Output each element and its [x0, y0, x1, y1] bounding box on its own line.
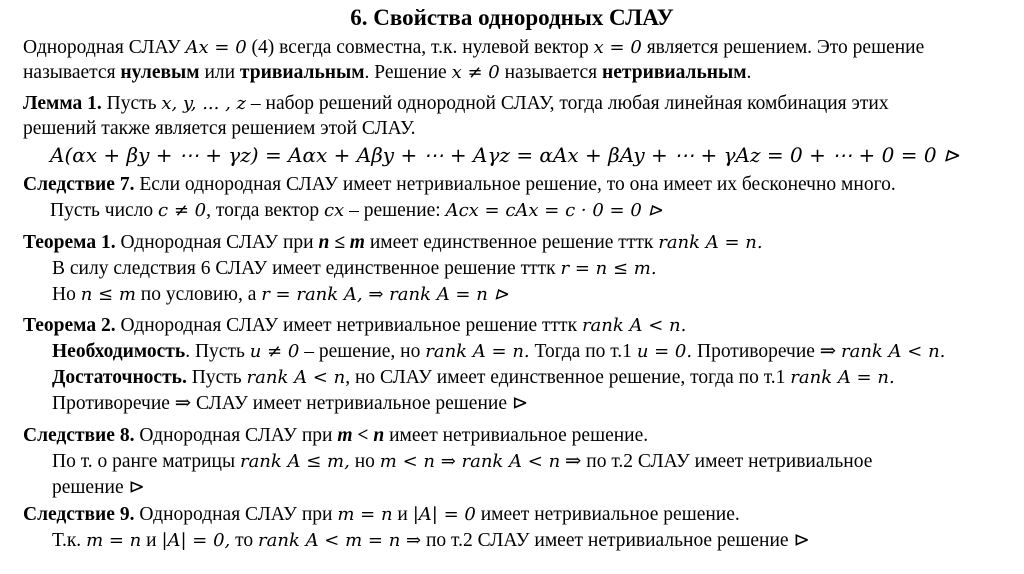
text: то: [230, 530, 259, 551]
formula: n ≤ m: [318, 232, 365, 253]
text: Однородная СЛАУ при: [134, 425, 338, 446]
text: и: [141, 530, 162, 551]
text: Но: [52, 284, 81, 305]
formula: u ≠ 0: [249, 341, 300, 362]
text: Противоречие ⇒ СЛАУ имеет нетривиальное решение ⊳: [52, 393, 529, 414]
theorem-heading: Теорема 2.: [23, 315, 116, 336]
text: Однородная СЛАУ при: [134, 504, 338, 525]
text: является решением. Это решение: [641, 37, 925, 58]
formula: rank A < n: [246, 367, 346, 388]
term: нетривиальным: [602, 62, 747, 83]
formula: rank A < m = n ⇒: [258, 530, 422, 551]
formula: rank A = n.: [425, 341, 530, 362]
text: Пусть: [101, 93, 162, 114]
text: по условию, а: [135, 284, 262, 305]
formula: Acx = cAx = c · 0 = 0 ⊳: [445, 200, 663, 221]
line-8: [23, 231, 763, 255]
text: – набор решений однородной СЛАУ, тогда любая линейная комбинация этих: [246, 93, 889, 114]
formula: rank A = n.: [790, 367, 895, 388]
text: называется: [23, 62, 121, 83]
line-2: [23, 61, 751, 85]
formula: |A| = 0,: [161, 530, 231, 551]
formula: r = n ≤ m.: [560, 258, 657, 279]
text: В силу следствия 6 СЛАУ имеет единственное решение тттк: [52, 258, 561, 279]
text: по т.2 СЛАУ имеет нетривиальное решение ⊳: [421, 530, 810, 551]
text: . Пусть: [185, 341, 250, 362]
formula: rank A < n.: [841, 341, 946, 362]
text: решение ⊳: [52, 477, 145, 498]
line-12: [52, 340, 945, 364]
text: (4) всегда совместна, т.к. нулевой вектор: [246, 37, 594, 58]
line-16: [52, 450, 872, 474]
text: ⇒ по т.2 СЛАУ имеет нетривиальное: [560, 451, 873, 472]
text: . Решение: [364, 62, 452, 83]
formula: m = n: [86, 530, 142, 551]
formula: x, y, ... , z: [161, 93, 247, 114]
theorem-heading: Теорема 1.: [23, 232, 116, 253]
text: Пусть: [186, 367, 247, 388]
line-3: [23, 92, 889, 116]
text: – решение, но: [299, 341, 426, 362]
line-15: [23, 424, 648, 448]
formula: rank A < n.: [581, 315, 687, 336]
line-6: [23, 173, 896, 197]
lemma-heading: Лемма 1.: [23, 93, 102, 114]
text: и: [392, 504, 413, 525]
text: Пусть число: [50, 200, 159, 221]
formula: x ≠ 0: [451, 62, 500, 83]
line-18: [23, 503, 740, 527]
text: .: [746, 62, 752, 83]
text: Однородная СЛАУ имеет нетривиальное решение тттк: [115, 315, 582, 336]
formula: u = 0.: [636, 341, 693, 362]
line-5: [50, 143, 960, 169]
formula: r = rank A, ⇒ rank A = n ⊳: [261, 284, 509, 305]
text: Противоречие ⇒: [692, 341, 841, 362]
formula: m = n: [337, 504, 393, 525]
formula: m < n ⇒ rank A < n: [379, 451, 561, 472]
text: или: [199, 62, 240, 83]
line-7: [50, 199, 663, 223]
text: называется: [499, 62, 603, 83]
text: По т. о ранге матрицы: [52, 451, 240, 472]
line-17: [52, 476, 145, 500]
formula: x = 0: [593, 37, 642, 58]
corollary-heading: Следствие 9.: [23, 504, 135, 525]
text: имеет нетривиальное решение.: [475, 504, 740, 525]
formula: m < n: [337, 425, 385, 446]
line-19: [52, 529, 810, 553]
text: , тогда вектор: [206, 200, 324, 221]
formula: A(αx + βy + ⋯ + γz) = Aαx + Aβy + ⋯ + Aγz = αAx + βAy + ⋯ + γAz = 0 + ⋯ + 0 = 0 ⊳: [50, 143, 960, 167]
line-9: [52, 257, 657, 281]
line-14: [52, 392, 528, 416]
formula: rank A = n.: [658, 232, 763, 253]
corollary-heading: Следствие 8.: [23, 425, 135, 446]
text: , но СЛАУ имеет единственное решение, тогда по т.1: [345, 367, 791, 388]
line-1: [23, 36, 924, 60]
slide-title: 6. Свойства однородных СЛАУ: [350, 5, 674, 30]
line-4: [23, 117, 416, 141]
text: Если однородная СЛАУ имеет нетривиальное решение, то она имеет их бесконечно много.: [134, 174, 896, 195]
formula: c ≠ 0: [158, 200, 207, 221]
term: тривиальным: [239, 62, 365, 83]
text: Однородная СЛАУ: [23, 37, 186, 58]
corollary-heading: Следствие 7.: [23, 174, 135, 195]
sufficiency-heading: Достаточность.: [52, 367, 187, 388]
text: решений также является решением этой СЛАУ.: [23, 118, 416, 139]
line-10: [52, 283, 509, 307]
necessity-heading: Необходимость: [52, 341, 186, 362]
formula: |A| = 0: [412, 504, 476, 525]
term: нулевым: [120, 62, 200, 83]
formula: n ≤ m: [80, 284, 136, 305]
line-11: [23, 314, 686, 338]
text: – решение:: [344, 200, 446, 221]
formula: cx: [323, 200, 345, 221]
text: Т.к.: [52, 530, 87, 551]
text: имеет единственное решение тттк: [364, 232, 659, 253]
text: имеет нетривиальное решение.: [384, 425, 649, 446]
text: Однородная СЛАУ при: [115, 232, 319, 253]
text: Тогда по т.1: [529, 341, 637, 362]
text: но: [349, 451, 380, 472]
formula: rank A ≤ m,: [239, 451, 350, 472]
line-13: [52, 366, 895, 390]
formula: Ax = 0: [185, 37, 247, 58]
